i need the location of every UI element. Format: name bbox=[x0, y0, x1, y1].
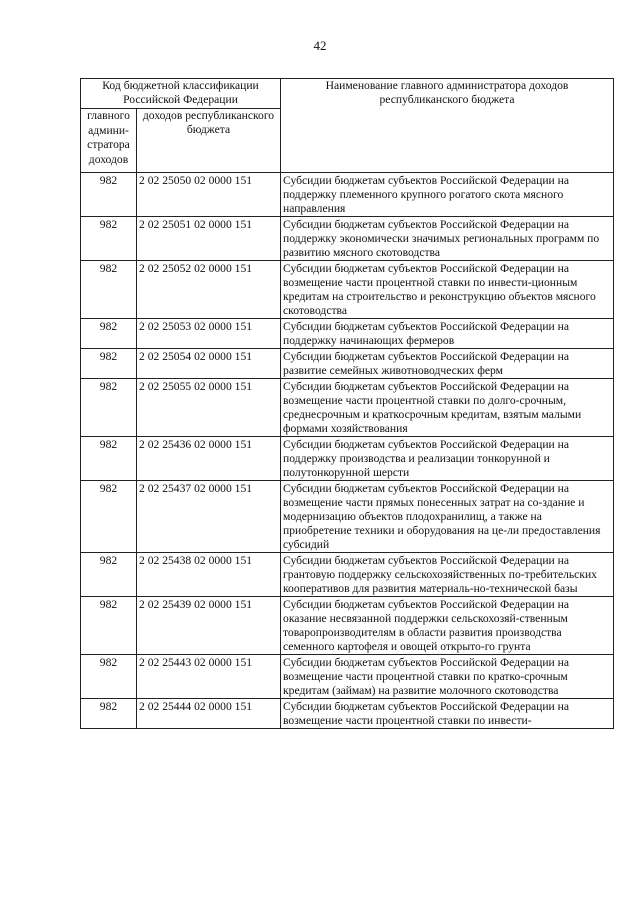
admin-code-cell: 982 bbox=[81, 597, 137, 655]
income-name-cell: Субсидии бюджетам субъектов Российской Федерации на возмещение части процентной ставки по инвести- bbox=[281, 699, 614, 729]
table-row bbox=[81, 379, 614, 437]
income-code-cell: 2 02 25439 02 0000 151 bbox=[137, 597, 281, 655]
income-code-cell: 2 02 25444 02 0000 151 bbox=[137, 699, 281, 729]
header-main-administrator: главного админи-стратора доходов bbox=[81, 109, 137, 173]
income-name-cell: Субсидии бюджетам субъектов Российской Федерации на грантовую поддержку сельскохозяйственных по-требительских кооперативов для развития материаль-но-технической базы bbox=[281, 553, 614, 597]
admin-code-cell: 982 bbox=[81, 173, 137, 217]
table-row bbox=[81, 597, 614, 655]
page-number: 42 bbox=[313, 38, 327, 53]
income-name-cell: Субсидии бюджетам субъектов Российской Федерации на возмещение части процентной ставки по кратко-срочным кредитам (займам) на развитие молочного скотоводства bbox=[281, 655, 614, 699]
table-row bbox=[81, 217, 614, 261]
income-name-cell: Субсидии бюджетам субъектов Российской Федерации на возмещение части прямых понесенных затрат на со-здание и модернизацию объектов плодохранилищ, а также на приобретение техники и оборудования на це-ли предоставления субсидий bbox=[281, 481, 614, 553]
admin-code-cell: 982 bbox=[81, 349, 137, 379]
table-row bbox=[81, 553, 614, 597]
admin-code-cell: 982 bbox=[81, 379, 137, 437]
income-code-cell: 2 02 25050 02 0000 151 bbox=[137, 173, 281, 217]
income-name-cell: Субсидии бюджетам субъектов Российской Федерации на возмещение части процентной ставки по долго-срочным, среднесрочным и краткосрочным кредитам, взятым малыми формами хозяйствования bbox=[281, 379, 614, 437]
income-code-cell: 2 02 25055 02 0000 151 bbox=[137, 379, 281, 437]
table-row bbox=[81, 699, 614, 729]
table-row bbox=[81, 319, 614, 349]
table-row bbox=[81, 173, 614, 217]
admin-code-cell: 982 bbox=[81, 319, 137, 349]
admin-code-cell: 982 bbox=[81, 217, 137, 261]
table-row bbox=[81, 437, 614, 481]
income-name-cell: Субсидии бюджетам субъектов Российской Федерации на возмещение части процентной ставки по инвести-ционным кредитам на строительство и реконструкцию объектов мясного скотоводства bbox=[281, 261, 614, 319]
table-row bbox=[81, 261, 614, 319]
header-administrator-name: Наименование главного администратора доходов республиканского бюджета bbox=[281, 79, 614, 173]
header-republican-budget-income: доходов республиканского бюджета bbox=[137, 109, 281, 173]
admin-code-cell: 982 bbox=[81, 481, 137, 553]
table-row bbox=[81, 481, 614, 553]
table-row bbox=[81, 655, 614, 699]
income-code-cell: 2 02 25052 02 0000 151 bbox=[137, 261, 281, 319]
income-name-cell: Субсидии бюджетам субъектов Российской Федерации на поддержку производства и реализации тонкорунной и полутонкорунной шерсти bbox=[281, 437, 614, 481]
income-code-cell: 2 02 25051 02 0000 151 bbox=[137, 217, 281, 261]
admin-code-cell: 982 bbox=[81, 655, 137, 699]
income-code-cell: 2 02 25053 02 0000 151 bbox=[137, 319, 281, 349]
admin-code-cell: 982 bbox=[81, 699, 137, 729]
income-code-cell: 2 02 25443 02 0000 151 bbox=[137, 655, 281, 699]
budget-classification-table bbox=[80, 78, 614, 729]
income-name-cell: Субсидии бюджетам субъектов Российской Федерации на поддержку начинающих фермеров bbox=[281, 319, 614, 349]
header-classification-code: Код бюджетной классификации Российской Федерации bbox=[81, 79, 281, 109]
income-code-cell: 2 02 25438 02 0000 151 bbox=[137, 553, 281, 597]
income-code-cell: 2 02 25054 02 0000 151 bbox=[137, 349, 281, 379]
income-code-cell: 2 02 25437 02 0000 151 bbox=[137, 481, 281, 553]
income-name-cell: Субсидии бюджетам субъектов Российской Федерации на поддержку экономически значимых региональных программ по развитию мясного скотоводства bbox=[281, 217, 614, 261]
income-name-cell: Субсидии бюджетам субъектов Российской Федерации на поддержку племенного крупного рогатого скота мясного направления bbox=[281, 173, 614, 217]
income-code-cell: 2 02 25436 02 0000 151 bbox=[137, 437, 281, 481]
admin-code-cell: 982 bbox=[81, 553, 137, 597]
admin-code-cell: 982 bbox=[81, 437, 137, 481]
table-row bbox=[81, 349, 614, 379]
admin-code-cell: 982 bbox=[81, 261, 137, 319]
income-name-cell: Субсидии бюджетам субъектов Российской Федерации на оказание несвязанной поддержки сельскохозяй-ственным товаропроизводителям в области развития производства семенного картофеля и овощей открыто-го грунта bbox=[281, 597, 614, 655]
income-name-cell: Субсидии бюджетам субъектов Российской Федерации на развитие семейных животноводческих ферм bbox=[281, 349, 614, 379]
